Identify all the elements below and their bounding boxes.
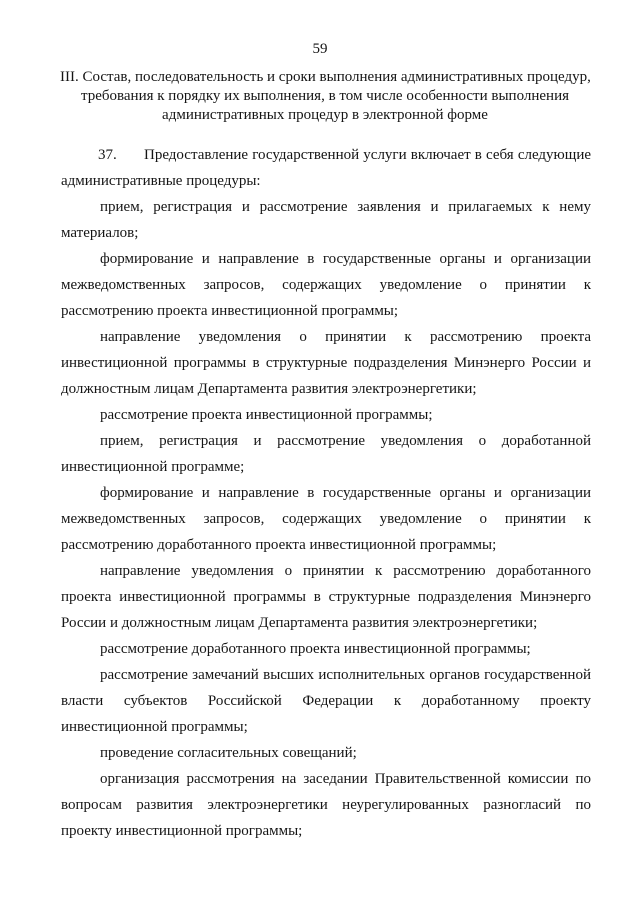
paragraph: формирование и направление в государственные органы и организации межведомственных запросов, содержащих уведомление о принятии к рассмотрению доработанного проекта инвестиционной программы; (61, 485, 591, 553)
paragraph: направление уведомления о принятии к рассмотрению проекта инвестиционной программы в структурные подразделения Минэнерго России и должностным лицам Департамента развития электроэнергетики; (61, 329, 591, 397)
paragraph: формирование и направление в государственные органы и организации межведомственных запросов, содержащих уведомление о принятии к рассмотрению проекта инвестиционной программы; (61, 251, 591, 319)
paragraph: прием, регистрация и рассмотрение уведомления о доработанной инвестиционной программе; (61, 433, 591, 475)
paragraph: проведение согласительных совещаний; (100, 745, 357, 761)
clause-number: 37. (98, 147, 117, 163)
paragraph: рассмотрение замечаний высших исполнительных органов государственной власти субъектов Российской Федерации к доработанному проекту инвестиционной программы; (61, 667, 591, 735)
page-number: 59 (312, 41, 328, 57)
section-heading-line: требования к порядку их выполнения, в том числе особенности выполнения (80, 88, 569, 104)
section-heading-line: III. Состав, последовательность и сроки выполнения административных процедур, (60, 69, 591, 85)
section-heading (60, 68, 590, 125)
paragraph: направление уведомления о принятии к рассмотрению доработанного проекта инвестиционной программы в структурные подразделения Минэнерго России и должностным лицам Департамента развития электроэнергетики; (61, 563, 591, 631)
section-heading-line: административных процедур в электронной форме (162, 107, 488, 123)
paragraph: рассмотрение доработанного проекта инвестиционной программы; (100, 641, 531, 657)
paragraph: организация рассмотрения на заседании Правительственной комиссии по вопросам развития электроэнергетики неурегулированных разногласий по проекту инвестиционной программы; (61, 771, 591, 839)
paragraph: рассмотрение проекта инвестиционной программы; (100, 407, 433, 423)
document-body (61, 142, 591, 844)
paragraph: прием, регистрация и рассмотрение заявления и прилагаемых к нему материалов; (61, 199, 591, 241)
paragraph (61, 142, 591, 194)
paragraph-text: Предоставление государственной услуги включает в себя следующие административные процедуры: (61, 147, 591, 189)
